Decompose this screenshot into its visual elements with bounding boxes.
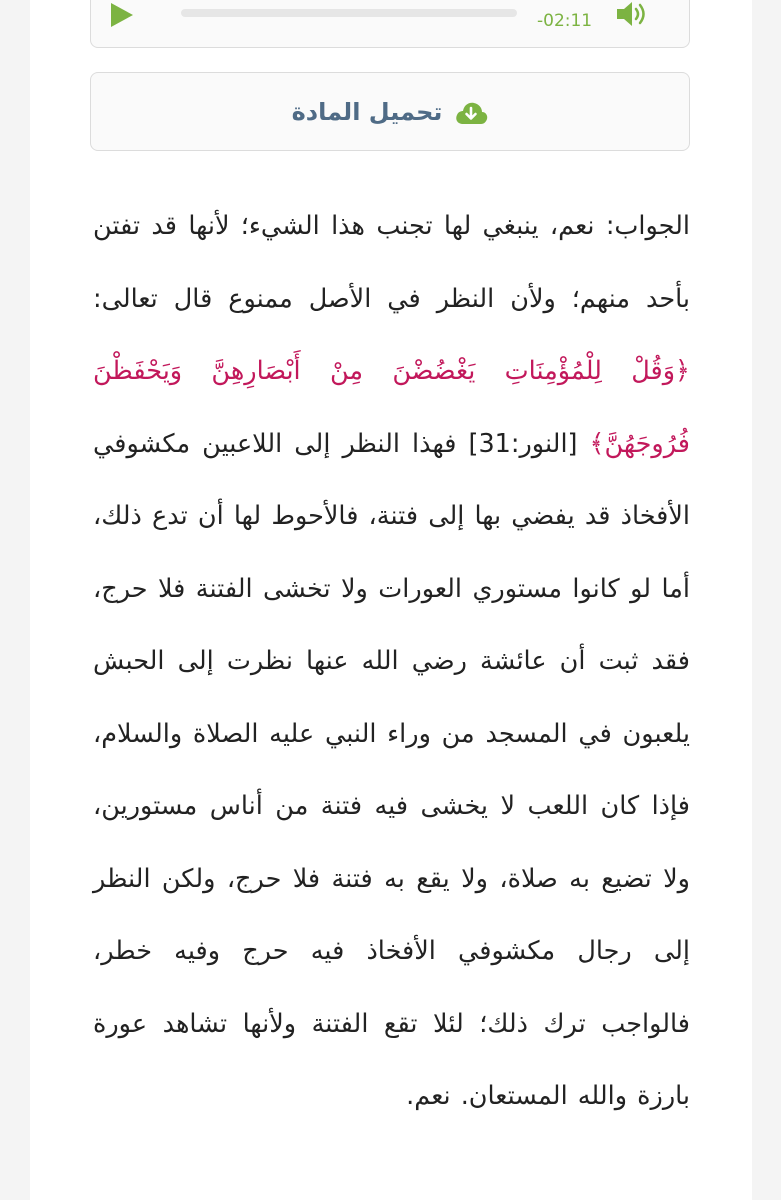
page-content bbox=[30, 0, 752, 1200]
cloud-download-icon bbox=[454, 98, 488, 126]
audio-progress-bar[interactable] bbox=[181, 9, 517, 17]
download-label: تحميل المادة bbox=[291, 97, 443, 126]
time-remaining: -02:11 bbox=[537, 11, 593, 31]
audio-player bbox=[90, 0, 690, 48]
answer-body: فهذا النظر إلى اللاعبين مكشوفي الأفخاذ قد يفضي بها إلى فتنة، فالأحوط لها أن تدع ذلك، أما لو كانوا مستوري العورات ولا تخشى الفتنة فلا حرج، فقد ثبت أن عائشة رضي الله عنها نظرت إلى الحبش يلعبون في المسجد من وراء النبي عليه الصلاة والسلام، فإذا كان اللعب لا يخشى فيه فتنة من أناس مستورين، ولا تضيع به صلاة، ولا يقع به فتنة فلا حرج، ولكن النظر إلى رجال مكشوفي الأفخاذ فيه حرج وفيه خطر، فالواجب ترك ذلك؛ لئلا تقع الفتنة ولأنها تشاهد عورة بارزة والله المستعان. نعم. bbox=[93, 428, 690, 1111]
volume-icon[interactable] bbox=[615, 0, 649, 29]
download-material-button[interactable] bbox=[90, 72, 690, 151]
quran-verse: ﴿وَقُلْ لِلْمُؤْمِنَاتِ يَغْضُضْنَ مِنْ أَبْصَارِهِنَّ وَيَحْفَظْنَ فُرُوجَهُنَّ﴾ bbox=[93, 356, 690, 459]
article-body bbox=[93, 190, 690, 1133]
answer-intro: الجواب: نعم، ينبغي لها تجنب هذا الشيء؛ لأنها قد تفتن بأحد منهم؛ ولأن النظر في الأصل ممنوع قال تعالى: bbox=[93, 211, 690, 314]
verse-reference: [النور:31] bbox=[456, 428, 590, 459]
play-icon[interactable] bbox=[111, 3, 133, 27]
